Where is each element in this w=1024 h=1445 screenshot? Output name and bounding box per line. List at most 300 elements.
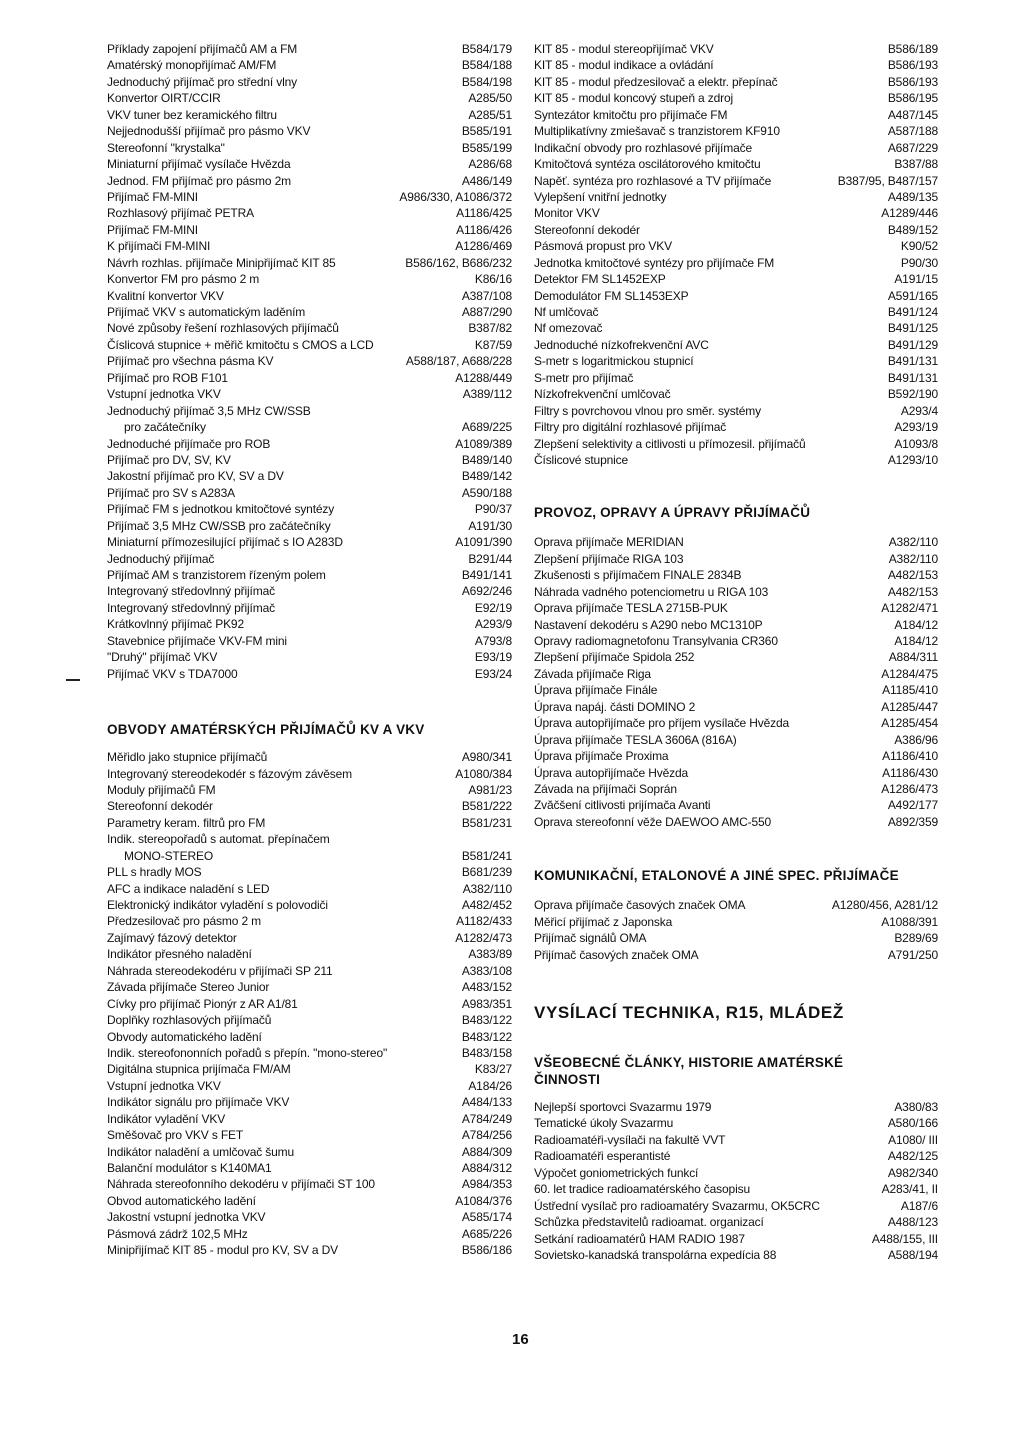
index-entry [534, 403, 938, 419]
index-entry [107, 41, 512, 57]
entry-reference: A784/249 [461, 1111, 512, 1126]
index-entry [534, 1198, 938, 1214]
entry-title: Ústřední vysílač pro radioamatéry Svazarmu, OK5CRC [534, 1198, 820, 1213]
index-entry [107, 1226, 512, 1242]
entry-title: Úprava autopřijímače pro příjem vysílače Hvězda [534, 716, 790, 731]
entry-title: 60. let tradice radioamatérského časopisu [534, 1182, 750, 1197]
entry-reference: B387/82 [468, 321, 512, 336]
entry-reference: A380/83 [894, 1100, 938, 1114]
index-entry [534, 567, 938, 583]
index-entry [107, 1242, 512, 1258]
index-entry [107, 452, 512, 468]
entry-title: Obvod automatického ladění [107, 1193, 256, 1208]
entry-title: "Druhý" přijímač VKV [107, 650, 218, 665]
index-entry [534, 765, 938, 781]
entry-reference: B586/189 [887, 42, 938, 56]
section-heading-general-articles [534, 1055, 938, 1087]
entry-title: Návrh rozhlas. přijímače Minipřijímač KIT 85 [107, 255, 336, 270]
entry-reference: A687/229 [887, 140, 938, 155]
index-entry [534, 1099, 938, 1115]
entry-reference: A983/351 [461, 996, 512, 1011]
entry-title: Zvăčšení citlivosti prijímača Avanti [534, 798, 711, 813]
entry-reference: A1186/410 [882, 749, 938, 764]
entry-title: Jednod. FM přijímač pro pásmo 2m [107, 173, 291, 188]
entry-reference: B585/191 [461, 124, 512, 139]
entry-title: S-metr pro přijímač [534, 370, 634, 385]
entry-reference: A892/359 [887, 814, 938, 829]
index-entry [534, 1148, 938, 1164]
entry-reference: B491/124 [887, 305, 938, 319]
index-entry [534, 584, 938, 600]
index-entry [107, 963, 512, 979]
index-entry [534, 238, 938, 254]
entry-reference: A293/19 [894, 420, 938, 435]
entry-title: Integrovaný středovlnný přijímač [107, 584, 275, 599]
entry-title: KIT 85 - modul koncový stupeň a zdroj [534, 91, 734, 106]
entry-reference: B291/44 [468, 551, 512, 566]
entry-title: Stereofonní dekodér [107, 799, 213, 814]
entry-title: Balanční modulátor s K140MA1 [107, 1161, 272, 1175]
index-entry [534, 304, 938, 320]
entry-title: Přijímač 3,5 MHz CW/SSB pro začátečníky [107, 518, 331, 533]
index-entry [107, 337, 512, 353]
entry-title: Náhrada stereofonního dekodéru v přijímači ST 100 [107, 1177, 375, 1192]
index-entry [534, 732, 938, 748]
entry-reference: A187/6 [900, 1198, 938, 1213]
index-entry [534, 107, 938, 123]
entry-title: Filtry s povrchovou vlnou pro směr. systémy [534, 403, 761, 418]
index-entry [534, 551, 938, 567]
entry-title: Indikační obvody pro rozhlasové přijímače [534, 140, 752, 155]
entry-reference: A689/225 [461, 420, 512, 435]
right-entry-list-receivers [534, 41, 938, 468]
entry-title: Zlepšení přijímače RIGA 103 [534, 551, 684, 566]
section-heading-general-line1: VŠEOBECNÉ ČLÁNKY, HISTORIE AMATÉRSKÉ [534, 1055, 844, 1070]
entry-title: Miniaturní přímozesilující přijímač s IO A283D [107, 535, 343, 550]
entry-title: Závada přijímače Riga [534, 666, 651, 681]
entry-reference: B483/122 [461, 1013, 512, 1028]
index-entry [534, 57, 938, 73]
entry-title: Nejjednodušší přijímač pro pásmo VKV [107, 124, 311, 139]
entry-reference: A1282/471 [881, 601, 938, 616]
entry-reference: A1185/410 [882, 683, 938, 698]
entry-title: Jednoduchý přijímač 3,5 MHz CW/SSB [107, 403, 311, 418]
entry-reference: B581/222 [461, 799, 512, 814]
entry-reference: A1088/391 [881, 914, 938, 929]
entry-reference: A884/311 [888, 650, 938, 665]
entry-title: Schůzka představitelů radioamat. organizací [534, 1215, 764, 1230]
index-entry [107, 485, 512, 501]
index-entry [534, 271, 938, 287]
entry-title: Přijímač pro všechna pásma KV [107, 354, 274, 369]
index-entry [107, 815, 512, 831]
index-entry [107, 1045, 512, 1061]
entry-reference: K86/16 [474, 272, 512, 287]
entry-title: Jednoduché přijímače pro ROB [107, 436, 271, 451]
section-heading-special-receivers: KOMUNIKAČNÍ, ETALONOVÉ A JINÉ SPEC. PŘIJÍMAČE [534, 868, 899, 884]
entry-title: Přijímač FM s jednotkou kmitočtové syntézy [107, 502, 335, 517]
entry-title: Monitor VKV [534, 206, 600, 221]
entry-reference: A1280/456, A281/12 [831, 898, 938, 913]
entry-reference: A1084/376 [455, 1193, 512, 1208]
index-entry [534, 222, 938, 238]
entry-reference: B491/141 [461, 568, 512, 582]
entry-reference: A982/340 [887, 1165, 938, 1180]
index-entry [534, 1181, 938, 1197]
entry-reference: A692/246 [461, 584, 512, 599]
entry-reference: A1285/447 [881, 699, 938, 714]
index-entry [107, 1127, 512, 1143]
entry-title: Jednoduchý přijímač [107, 551, 215, 566]
entry-reference: A984/353 [461, 1177, 512, 1192]
entry-reference: A884/309 [461, 1144, 512, 1159]
index-entry [534, 930, 938, 946]
entry-reference: A1080/ III [888, 1132, 938, 1147]
entry-title: Jakostní vstupní jednotka VKV [107, 1210, 266, 1225]
entry-title: Kvalitní konvertor VKV [107, 288, 224, 303]
left-entry-list-receivers [107, 41, 512, 682]
entry-reference: B586/193 [887, 58, 938, 73]
entry-reference: A389/112 [462, 387, 512, 402]
index-entry [107, 1061, 512, 1077]
index-entry [107, 353, 512, 369]
entry-reference: B483/122 [461, 1029, 512, 1044]
index-entry [534, 320, 938, 336]
index-entry [107, 1094, 512, 1110]
right-entry-list-repairs [534, 534, 938, 830]
entry-reference: A1089/389 [455, 436, 512, 451]
left-entry-list-circuits [107, 749, 512, 1259]
entry-reference: B289/69 [894, 931, 938, 946]
entry-title: Konvertor OIRT/CCIR [107, 91, 221, 106]
entry-title: Integrovaný stereodekodér s fázovým závěsem [107, 766, 353, 781]
index-entry [534, 748, 938, 764]
entry-title: MONO-STEREO [124, 848, 214, 863]
entry-reference: A286/68 [468, 157, 512, 172]
entry-title: Přijímač VKV s automatickým laděním [107, 305, 306, 319]
entry-title: Sovietsko-kanadská transpolárna expedícia 88 [534, 1247, 777, 1262]
index-entry [534, 781, 938, 797]
entry-title: Směšovač pro VKV s FET [107, 1128, 244, 1143]
index-entry [107, 600, 512, 616]
entry-title: Tematické úkoly Svazarmu [534, 1116, 674, 1131]
entry-reference: A488/155, III [871, 1231, 938, 1246]
index-entry [107, 930, 512, 946]
section-heading-repairs: PROVOZ, OPRAVY A ÚPRAVY PŘIJÍMAČŮ [534, 505, 811, 521]
index-entry [534, 914, 938, 930]
entry-title: Nf omezovač [534, 321, 603, 336]
entry-title: Úprava přijímače TESLA 3606A (816A) [534, 732, 737, 747]
index-entry [107, 649, 512, 665]
entry-title: Multiplikatívny zmiešavač s tranzistorem KF910 [534, 124, 780, 139]
index-entry [107, 633, 512, 649]
entry-reference: E93/19 [474, 650, 512, 665]
index-entry [534, 140, 938, 156]
index-entry [107, 501, 512, 517]
entry-title: Vstupní jednotka VKV [107, 387, 221, 402]
entry-reference: E92/19 [474, 600, 512, 615]
entry-title: Digitálna stupnica prijímača FM/AM [107, 1062, 291, 1077]
entry-title: PLL s hradly MOS [107, 865, 202, 880]
index-entry [107, 156, 512, 172]
entry-title: Přijímač pro SV s A283A [107, 485, 235, 500]
entry-title: Indik. stereofononních pořadů s přepín. "mono-stereo" [107, 1045, 388, 1060]
entry-title: Vstupní jednotka VKV [107, 1078, 221, 1093]
entry-title: Krátkovlnný přijímač PK92 [107, 617, 244, 632]
entry-title: Nf umlčovač [534, 305, 599, 319]
entry-reference: P90/37 [474, 502, 512, 517]
index-entry [107, 222, 512, 238]
entry-title: Oprava přijímače časových značek OMA [534, 898, 746, 913]
entry-title: Přijímač pro ROB F101 [107, 370, 228, 385]
entry-title: Amatérský monopřijímač AM/FM [107, 58, 277, 73]
entry-reference: A487/145 [887, 107, 938, 122]
entry-reference: A486/149 [461, 173, 512, 188]
index-entry [107, 1111, 512, 1127]
index-entry [107, 567, 512, 583]
entry-reference: A382/110 [888, 551, 938, 566]
index-entry [107, 1176, 512, 1192]
index-entry [534, 189, 938, 205]
index-entry [107, 996, 512, 1012]
index-entry [534, 90, 938, 106]
index-entry [107, 304, 512, 320]
index-entry [107, 173, 512, 189]
section-heading-amateur-receiver-circuits: OBVODY AMATÉRSKÝCH PŘIJÍMAČŮ KV A VKV [107, 722, 425, 738]
entry-title: Radioamatéři-vysílači na fakultě VVT [534, 1132, 726, 1147]
index-entry [107, 107, 512, 123]
entry-title: Filtry pro digitální rozhlasové přijímač [534, 420, 727, 435]
index-entry [107, 140, 512, 156]
index-entry [107, 123, 512, 139]
index-entry [107, 551, 512, 567]
entry-reference: A685/226 [461, 1226, 512, 1241]
entry-reference: B584/179 [461, 42, 512, 56]
entry-title: Stavebnice přijímače VKV-FM mini [107, 633, 287, 648]
entry-title: Jednoduché nízkofrekvenční AVC [534, 337, 709, 352]
index-entry [534, 600, 938, 616]
index-entry [107, 189, 512, 205]
entry-reference: A1288/449 [455, 370, 512, 385]
index-entry [107, 1144, 512, 1160]
entry-reference: A184/12 [894, 617, 938, 632]
entry-reference: A387/108 [461, 288, 512, 303]
entry-reference: A1093/8 [894, 436, 938, 451]
entry-reference: A285/51 [468, 107, 512, 122]
entry-title: Rozhlasový přijímač PETRA [107, 206, 254, 221]
index-entry [534, 156, 938, 172]
entry-title: Nové způsoby řešení rozhlasových přijímačů [107, 321, 339, 336]
entry-reference: A1282/473 [455, 930, 512, 945]
entry-reference: A587/188 [887, 124, 938, 139]
entry-reference: A585/174 [461, 1210, 512, 1225]
entry-title: Detektor FM SL1452EXP [534, 272, 666, 287]
entry-reference: A1186/426 [456, 222, 512, 237]
entry-title: Náhrada stereodekodéru v přijímači SP 211 [107, 963, 333, 978]
entry-reference: A382/110 [462, 881, 512, 896]
entry-title: Zkušenosti s přijímačem FINALE 2834B [534, 568, 742, 583]
index-entry [534, 1231, 938, 1247]
entry-reference: B387/88 [894, 157, 938, 172]
entry-reference: A492/177 [887, 798, 938, 813]
index-entry [107, 518, 512, 534]
entry-title: Pásmová propust pro VKV [534, 239, 672, 254]
entry-title: Radioamatéři esperantisté [534, 1149, 671, 1164]
index-entry [534, 699, 938, 715]
index-entry [107, 897, 512, 913]
index-entry [534, 534, 938, 550]
entry-title: Přijímač AM s tranzistorem řízeným polem [107, 568, 326, 582]
entry-title: Jednotka kmitočtové syntézy pro přijímače FM [534, 255, 775, 270]
entry-reference: K83/27 [474, 1062, 512, 1077]
entry-title: Nastavení dekodéru s A290 nebo MC1310P [534, 617, 763, 632]
entry-reference: B586/193 [887, 74, 938, 89]
entry-reference: B491/129 [887, 337, 938, 352]
entry-title: KIT 85 - modul stereopřijímač VKV [534, 42, 714, 56]
index-entry [534, 74, 938, 90]
entry-reference: A489/135 [887, 189, 938, 204]
index-entry [107, 616, 512, 632]
entry-reference: A887/290 [461, 305, 512, 319]
index-entry [534, 633, 938, 649]
index-entry [534, 666, 938, 682]
entry-title: KIT 85 - modul předzesilovač a elektr. přepínač [534, 74, 778, 89]
index-entry [107, 749, 512, 765]
entry-reference: A591/165 [887, 288, 938, 303]
index-entry [534, 353, 938, 369]
entry-reference: A884/312 [461, 1161, 512, 1175]
entry-title: Parametry keram. filtrů pro FM [107, 815, 266, 830]
entry-reference: A1091/390 [455, 535, 512, 550]
entry-title: KIT 85 - modul indikace a ovládání [534, 58, 714, 73]
entry-reference: A791/250 [887, 947, 938, 962]
entry-title: Měřidlo jako stupnice přijímačů [107, 750, 268, 765]
entry-title: Číslicové stupnice [534, 452, 629, 467]
entry-title: Úprava autopřijímače Hvězda [534, 765, 689, 780]
entry-title: Úprava napáj. části DOMINO 2 [534, 699, 696, 714]
section-heading-transmitting: VYSÍLACÍ TECHNIKA, R15, MLÁDEŽ [534, 1003, 844, 1022]
entry-title: Závada přijímače Stereo Junior [107, 980, 270, 995]
right-entry-list-general-articles [534, 1099, 938, 1263]
index-entry [534, 1247, 938, 1263]
entry-reference: A482/452 [461, 898, 512, 912]
index-entry [107, 255, 512, 271]
index-entry [107, 798, 512, 814]
index-entry [534, 797, 938, 813]
index-entry [534, 1165, 938, 1181]
entry-title: Přijímač VKV s TDA7000 [107, 666, 238, 681]
index-entry [107, 913, 512, 929]
index-entry [534, 1132, 938, 1148]
entry-reference: A1182/433 [456, 914, 512, 929]
entry-reference: A383/89 [468, 947, 512, 962]
entry-reference: A285/50 [468, 91, 512, 106]
index-entry [534, 452, 938, 468]
index-entry [534, 436, 938, 452]
index-entry [107, 881, 512, 897]
entry-title: Syntezátor kmitočtu pro přijímače FM [534, 107, 728, 122]
entry-reference: B592/190 [887, 387, 938, 402]
index-entry [534, 41, 938, 57]
index-entry [107, 979, 512, 995]
index-entry [534, 682, 938, 698]
index-entry [107, 766, 512, 782]
entry-title: Minipřijímač KIT 85 - modul pro KV, SV a DV [107, 1243, 338, 1258]
entry-reference: A386/96 [894, 732, 938, 747]
entry-reference: B581/241 [461, 848, 512, 863]
index-entry [107, 534, 512, 550]
entry-reference: A293/4 [900, 403, 938, 418]
index-entry [534, 814, 938, 830]
entry-reference: A1080/384 [455, 766, 512, 781]
entry-title: Přijímač FM-MINI [107, 222, 198, 237]
entry-reference: B586/186 [461, 1243, 512, 1258]
entry-title: AFC a indikace naladění s LED [107, 881, 270, 896]
index-entry [107, 666, 512, 682]
entry-title: Oprava přijímače MERIDIAN [534, 535, 684, 550]
index-entry [534, 617, 938, 633]
entry-reference: A484/133 [461, 1095, 512, 1110]
entry-title: Setkání radioamatérů HAM RADIO 1987 [534, 1231, 745, 1246]
entry-title: Jednoduchý přijímač pro střední vlny [107, 74, 298, 89]
entry-reference: A580/166 [887, 1116, 938, 1131]
entry-title: Zajímavý fázový detektor [107, 930, 237, 945]
index-entry [534, 173, 938, 189]
entry-title: Příklady zapojení přijímačů AM a FM [107, 42, 298, 56]
index-entry [534, 715, 938, 731]
entry-title: Oprava stereofonní věže DAEWOO AMC-550 [534, 814, 772, 829]
entry-title: pro začátečníky [124, 420, 206, 435]
entry-title: Nejlepší sportovci Svazarmu 1979 [534, 1100, 712, 1114]
entry-title: Přijímač signálů OMA [534, 931, 647, 946]
entry-reference: A184/12 [894, 634, 938, 648]
entry-title: Indikátor naladění a umlčovač šumu [107, 1144, 295, 1159]
entry-title: Úprava přijímače Finále [534, 683, 658, 698]
entry-title: Zlepšení přijímače Spidola 252 [534, 650, 695, 665]
entry-title: Přijímač časových značek OMA [534, 947, 699, 962]
index-entry [107, 288, 512, 304]
index-entry [534, 947, 938, 963]
entry-reference: A483/152 [461, 980, 512, 995]
entry-reference: B489/152 [887, 222, 938, 237]
entry-title: Indikátor přesného naladění [107, 947, 252, 962]
entry-reference: B586/195 [887, 91, 938, 106]
entry-title: K přijímači FM-MINI [107, 239, 211, 254]
entry-reference: K87/59 [474, 337, 512, 352]
entry-title: Napěť. syntéza pro rozhlasové a TV přijímače [534, 173, 772, 188]
entry-title: Indik. stereopořadů s automat. přepínačem [107, 832, 330, 847]
index-entry [534, 337, 938, 353]
index-entry [107, 238, 512, 254]
index-entry [107, 74, 512, 90]
entry-reference: A588/194 [887, 1247, 938, 1262]
entry-reference: A980/341 [461, 750, 512, 765]
entry-title: Výpočet goniometrických funkcí [534, 1165, 699, 1180]
entry-title: Úprava přijímače Proxima [534, 749, 669, 764]
entry-title: Nízkofrekvenční umlčovač [534, 387, 671, 402]
index-entry [534, 419, 938, 435]
index-entry [534, 255, 938, 271]
index-entry [107, 205, 512, 221]
index-entry [534, 386, 938, 402]
entry-reference: B581/231 [461, 815, 512, 830]
entry-title: Cívky pro přijímač Pionýr z AR A1/81 [107, 996, 298, 1011]
entry-reference: A590/188 [461, 485, 512, 500]
index-entry [107, 57, 512, 73]
index-entry [107, 1012, 512, 1028]
index-entry [107, 946, 512, 962]
entry-reference: A1186/430 [882, 765, 938, 780]
